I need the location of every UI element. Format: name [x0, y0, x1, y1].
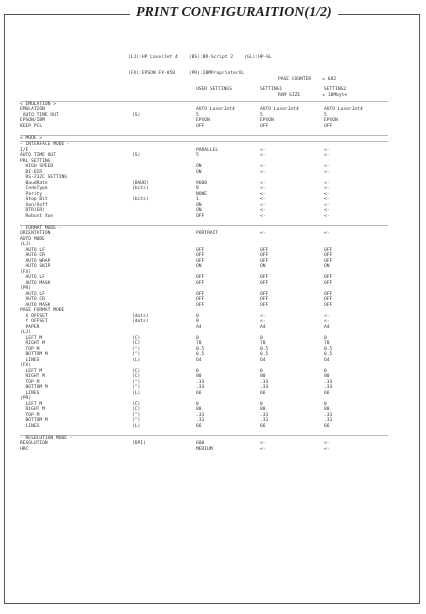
setting1-value: <- — [260, 197, 266, 202]
setting-unit: (") — [132, 352, 141, 357]
setting1-value: <- — [260, 208, 266, 213]
setting1-value: <- — [260, 147, 266, 153]
setting-label: - INTERFACE MODE - — [20, 142, 132, 148]
setting-label: < EMULATION > — [20, 101, 132, 107]
user-setting-value: 8 — [196, 186, 199, 191]
page-title: PRINT CONFIGURAITION(1/2) — [130, 5, 338, 21]
setting-label: AUTO MODE — [20, 236, 45, 242]
user-setting-value: 80 — [196, 374, 202, 379]
setting2-value: OFF — [324, 275, 333, 280]
setting1-value: 66 — [260, 423, 266, 429]
setting-unit: (C) — [132, 335, 141, 341]
user-setting-value: 0.5 — [196, 346, 205, 352]
setting2-value: 0 — [324, 335, 327, 341]
setting-label: RIGHT M — [20, 374, 45, 379]
user-setting-value: EPSON — [196, 118, 210, 123]
setting2-value: OFF — [324, 302, 333, 308]
user-setting-value: OFF — [196, 302, 205, 308]
setting-label: (PR) — [20, 396, 32, 401]
setting-unit: (C) — [132, 374, 141, 379]
setting1-value: OFF — [260, 253, 269, 258]
setting1-value: A4 — [260, 324, 266, 330]
user-setting-value: OFF — [196, 258, 205, 264]
config-table — [20, 95, 388, 452]
setting1-value: OFF — [260, 123, 269, 129]
setting2-value: <- — [324, 186, 330, 191]
setting-label: Y OFFSET — [20, 319, 48, 324]
setting1-value: OFF — [260, 291, 269, 297]
user-setting-value: 0 — [196, 313, 199, 319]
ram-size: RAM SIZE = 10Mbyte — [278, 93, 348, 99]
setting-label: - RESOLUTION MODE - — [20, 435, 132, 441]
setting-label: - FORMAT MODE - — [20, 225, 132, 231]
setting-unit — [132, 447, 196, 453]
setting-label: BI-DIR — [20, 169, 43, 175]
user-setting-value: OFF — [196, 297, 205, 302]
setting-unit: (C) — [132, 368, 141, 374]
setting-unit: (L) — [132, 390, 141, 396]
setting1-value: 66 — [260, 390, 266, 396]
setting-unit: (") — [132, 385, 141, 390]
setting-label: EPSON/IBM — [20, 118, 45, 123]
setting-label: X OFFSET — [20, 313, 48, 319]
user-setting-value: OFF — [196, 213, 205, 219]
setting1-value: OFF — [260, 280, 269, 286]
user-setting-value: PARALLEL — [196, 147, 219, 153]
user-setting-value: AUTO LaserJet4 — [196, 107, 235, 112]
user-setting-value: ON — [196, 264, 202, 269]
setting1-value: <- — [260, 180, 266, 186]
setting-unit: (") — [132, 412, 141, 418]
setting2-value: <- — [324, 169, 330, 175]
setting-label: LINES — [20, 357, 40, 363]
user-setting-value: ON — [196, 169, 202, 175]
setting1-value: 0 — [260, 335, 263, 341]
setting-label: HIGH SPEED — [20, 164, 54, 169]
setting-label: RIGHT M — [20, 341, 45, 346]
setting-label: AUTO CR — [20, 297, 45, 302]
setting-label: AUTO LF — [20, 291, 45, 297]
setting-label: RESOLUTION — [20, 441, 48, 446]
setting2-value: 0 — [324, 368, 327, 374]
setting-unit: (L) — [132, 357, 141, 363]
setting2-value: 66 — [324, 390, 330, 396]
setting2-value: <- — [324, 191, 330, 197]
setting1-value: <- — [260, 213, 266, 219]
setting-label: DTR(ER) — [20, 208, 45, 213]
setting-label: Parity — [20, 191, 43, 197]
setting1-value: 5 — [260, 112, 263, 118]
setting1-value: 0.5 — [260, 352, 269, 357]
setting-label: Stop Bit — [20, 197, 48, 202]
setting-label: RIGHT M — [20, 407, 45, 412]
setting2-value: AUTO LaserJet4 — [324, 107, 363, 112]
setting-label: (FX) — [20, 363, 32, 368]
setting2-value: 66 — [324, 423, 330, 429]
legend-line: (FX):EPSON FX-850 (PR):IBMProprinterXL — [128, 71, 245, 77]
setting-unit: (BAUD) — [132, 180, 149, 186]
setting-label: BaudRate — [20, 180, 48, 186]
setting-unit: (") — [132, 418, 141, 423]
setting-label: BOTTOM M — [20, 352, 48, 357]
user-setting-value: 5 — [196, 112, 199, 118]
setting1-value: <- — [260, 319, 266, 324]
setting1-value: EPSON — [260, 118, 274, 123]
setting-label: BOTTOM M — [20, 385, 48, 390]
setting-label: TOP M — [20, 412, 40, 418]
setting-label: (LJ) — [20, 330, 32, 335]
setting-label: LINES — [20, 390, 40, 396]
setting1-value: ON — [260, 264, 266, 269]
legend-line: (LJ):HP LaserJet 4 (BS):BR-Script 2 (GL):HP-GL — [128, 54, 272, 60]
setting1-value: AUTO LaserJet4 — [260, 107, 299, 112]
setting2-value: <- — [324, 153, 330, 158]
setting1-value: <- — [260, 446, 266, 452]
setting-label: TOP M — [20, 379, 40, 385]
setting2-value: OFF — [324, 123, 333, 129]
setting1-value: OFF — [260, 258, 269, 264]
setting-label: LEFT M — [20, 335, 43, 341]
setting-label: LEFT M — [20, 368, 43, 374]
setting2-heading: SETTING2 — [324, 87, 347, 92]
setting1-value: 80 — [260, 374, 266, 379]
setting1-value: <- — [260, 191, 266, 197]
user-setting-value: OFF — [196, 123, 205, 129]
user-setting-value: .33 — [196, 418, 205, 423]
user-setting-value: OFF — [196, 247, 205, 253]
user-setting-value: PORTRAIT — [196, 231, 219, 236]
setting1-value: <- — [260, 153, 266, 158]
setting2-value: 78 — [324, 341, 330, 346]
user-setting-value: NONE — [196, 191, 208, 197]
setting2-value: <- — [324, 319, 330, 324]
setting-label: KEEP PCL — [20, 123, 43, 129]
setting-label: TOP M — [20, 346, 40, 352]
setting1-value: OFF — [260, 247, 269, 253]
setting-label: AUTO CR — [20, 253, 45, 258]
setting-label: RS-232C SETTING — [20, 175, 68, 180]
setting1-value: .33 — [260, 412, 269, 418]
user-setting-value: .33 — [196, 385, 205, 390]
setting-label: AUTO MASK — [20, 280, 51, 286]
setting2-value: 64 — [324, 357, 330, 363]
setting-unit: (DPI) — [132, 441, 146, 446]
setting1-value: 0 — [260, 368, 263, 374]
setting2-value: <- — [324, 208, 330, 213]
setting1-value: OFF — [260, 275, 269, 280]
user-setting-value: ON — [196, 202, 202, 208]
user-setting-value: ON — [196, 208, 202, 213]
user-setting-value: 9600 — [196, 180, 208, 186]
setting2-value: 0.5 — [324, 346, 333, 352]
user-setting-value: 66 — [196, 390, 202, 396]
setting-unit: (bits) — [132, 186, 149, 191]
user-setting-value: 0 — [196, 319, 199, 324]
setting-unit: (bits) — [132, 197, 149, 202]
setting-label: Robust Xon — [20, 213, 54, 219]
setting-label: PRL SETTING — [20, 158, 51, 164]
setting1-value: <- — [260, 231, 266, 236]
setting2-value: A4 — [324, 324, 330, 330]
setting1-value: <- — [260, 164, 266, 169]
user-setting-value: OFF — [196, 275, 205, 280]
setting-unit: (L) — [132, 423, 141, 429]
setting1-value: OFF — [260, 297, 269, 302]
user-settings-heading: USER SETTINGS — [196, 87, 232, 92]
setting1-value: 80 — [260, 407, 266, 412]
setting-label: AUTO LF — [20, 275, 45, 280]
setting2-value: OFF — [324, 258, 333, 264]
setting1-value: <- — [260, 313, 266, 319]
setting-label: (LJ) — [20, 242, 32, 247]
user-setting-value: 0 — [196, 401, 199, 407]
setting2-value: <- — [324, 202, 330, 208]
setting1-value: 0.5 — [260, 346, 269, 352]
setting2-value: EPSON — [324, 118, 338, 123]
setting-unit: (dots) — [132, 319, 149, 324]
user-setting-value: MEDIUM — [196, 446, 213, 452]
setting2-value: 5 — [324, 112, 327, 118]
setting-label: HRC — [20, 446, 29, 452]
setting1-value: .33 — [260, 379, 269, 385]
user-setting-value: 600 — [196, 441, 205, 446]
setting-unit: (C) — [132, 341, 141, 346]
setting2-value: <- — [324, 446, 330, 452]
setting-label: Xon/Xoff — [20, 202, 48, 208]
setting-label: AUTO TIME OUT — [20, 112, 59, 118]
setting1-value: .33 — [260, 418, 269, 423]
setting-unit: (") — [132, 379, 141, 385]
setting-label: LEFT M — [20, 401, 43, 407]
setting-label: AUTO SKIP — [20, 264, 51, 269]
setting-label: (FX) — [20, 269, 32, 275]
setting2-value: .33 — [324, 379, 333, 385]
setting-label: AUTO TIME OUT — [20, 153, 56, 158]
user-setting-value: .33 — [196, 412, 205, 418]
user-setting-value: 78 — [196, 341, 202, 346]
user-setting-value: 0.5 — [196, 352, 205, 357]
setting2-value: <- — [324, 164, 330, 169]
setting1-value: 78 — [260, 341, 266, 346]
page-counter: PAGE COUNTER = 682 — [278, 76, 337, 82]
setting-label: AUTO LF — [20, 247, 45, 253]
setting2-value: <- — [324, 180, 330, 186]
setting-label: ORIENTATION — [20, 231, 51, 236]
user-setting-value: 1 — [196, 197, 199, 202]
setting1-value: <- — [260, 186, 266, 191]
setting-unit: (dots) — [132, 313, 149, 319]
setting-label: EMULATION — [20, 107, 45, 112]
setting-label: < MODE > — [20, 135, 132, 142]
user-setting-value: OFF — [196, 253, 205, 258]
setting-unit: (") — [132, 346, 141, 352]
setting1-heading: SETTING1 — [260, 87, 283, 92]
setting-label: AUTO WRAP — [20, 258, 51, 264]
setting-label: BOTTOM M — [20, 418, 48, 423]
setting2-value: 80 — [324, 407, 330, 412]
setting2-value: <- — [324, 313, 330, 319]
setting2-value: <- — [324, 231, 330, 236]
setting2-value: .33 — [324, 418, 333, 423]
setting-label: PAPER — [20, 324, 40, 330]
setting-unit: (S) — [132, 112, 141, 118]
setting2-value: OFF — [324, 297, 333, 302]
user-setting-value: OFF — [196, 291, 205, 297]
printer-legend — [128, 44, 272, 82]
setting2-value: OFF — [324, 247, 333, 253]
setting1-value: <- — [260, 441, 266, 446]
setting2-value: OFF — [324, 253, 333, 258]
setting-label: PAGE FORMAT MODE — [20, 308, 65, 313]
setting2-value: 0 — [324, 401, 327, 407]
setting-label: AUTO MASK — [20, 302, 51, 308]
setting-unit: (C) — [132, 407, 141, 412]
setting-label: I/F — [20, 147, 29, 153]
user-setting-value: 80 — [196, 407, 202, 412]
setting1-value: <- — [260, 202, 266, 208]
table-row — [20, 447, 388, 453]
user-setting-value: 66 — [196, 423, 202, 429]
setting2-value: ON — [324, 264, 330, 269]
user-setting-value: OFF — [196, 280, 205, 286]
setting1-value: <- — [260, 169, 266, 175]
setting2-value: OFF — [324, 291, 333, 297]
user-setting-value: ON — [196, 164, 202, 169]
setting1-value: 0 — [260, 401, 263, 407]
user-setting-value: 5 — [196, 153, 199, 158]
setting-unit: (S) — [132, 153, 141, 158]
setting-unit: (C) — [132, 401, 141, 407]
setting1-value: 64 — [260, 357, 266, 363]
setting1-value: OFF — [260, 302, 269, 308]
setting-label: (PR) — [20, 286, 32, 291]
setting1-value: .33 — [260, 385, 269, 390]
setting2-value: .33 — [324, 385, 333, 390]
user-setting-value: 0 — [196, 368, 199, 374]
user-setting-value: A4 — [196, 324, 202, 330]
setting2-value: <- — [324, 197, 330, 202]
setting-label: CodeType — [20, 186, 48, 191]
setting2-value: <- — [324, 147, 330, 153]
setting2-value: .33 — [324, 412, 333, 418]
setting2-value: 80 — [324, 374, 330, 379]
setting2-value: OFF — [324, 280, 333, 286]
setting2-value: <- — [324, 441, 330, 446]
setting2-value: 0.5 — [324, 352, 333, 357]
setting-label: LINES — [20, 423, 40, 429]
user-setting-value: 0 — [196, 335, 199, 341]
user-setting-value: 64 — [196, 357, 202, 363]
setting2-value: <- — [324, 213, 330, 219]
user-setting-value: .33 — [196, 379, 205, 385]
